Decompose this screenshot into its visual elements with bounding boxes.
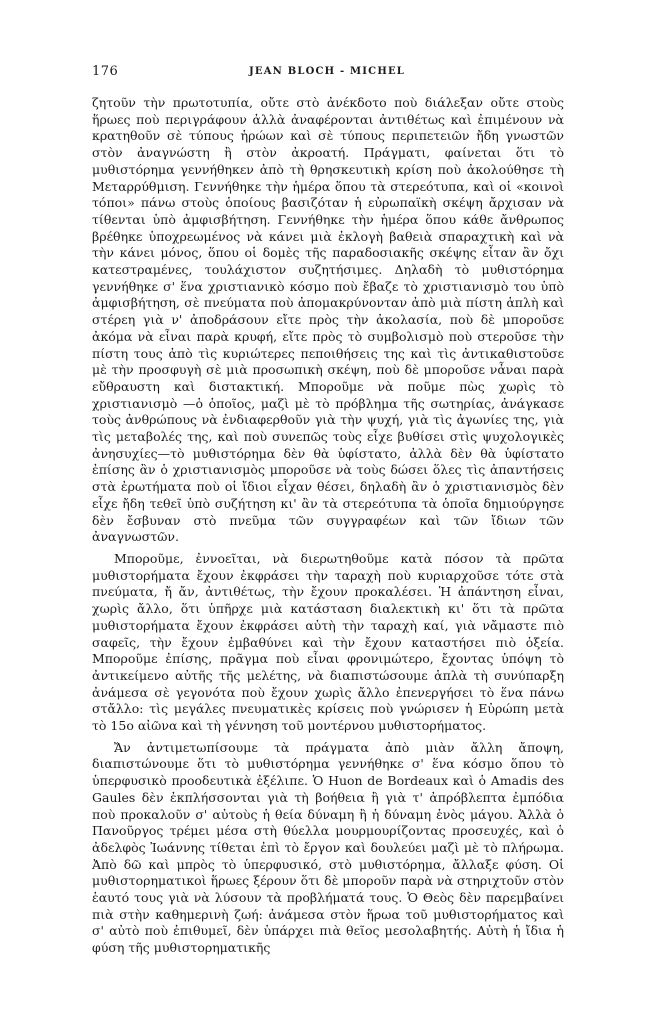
paragraph-2: Μποροῦμε, ἐννοεῖται, νὰ διερωτηθοῦμε κατὰ πόσον τὰ πρῶτα μυθιστορήματα ἔχουν ἐκφράσει τὴν ταραχὴ ποὺ κυριαρχοῦσε τότε στὰ πνεύματα, ἤ ἄν, ἀντιθέτως, τὴν ἔχουν προκαλέσει. Ἡ ἀπάντηση εἶναι, χωρὶς ἄλλο, ὅτι ὑπῆρχε μιὰ κατάσταση διαλεκτικὴ κι' ὅτι τὰ πρῶτα μυθιστορήματα ἔχουν ἐκφράσει αὐτὴ τὴν ταραχὴ καί, γιὰ νἄμαστε πιὸ σαφεῖς, τὴν ἔχουν ἐμβαθύνει καὶ τὴν ἔχουν καταστήσει πιὸ ὀξεία. Μποροῦμε ἐπίσης, πρᾶγμα ποὺ εἶναι φρονιμώτερο, ἔχοντας ὑπόψη τὸ ἀντικείμενο αὐτῆς τῆς μελέτης, νὰ διαπιστώσουμε ἁπλὰ τὴ συνύπαρξη ἀνάμεσα σὲ γεγονότα ποὺ ἔχουν χωρὶς ἄλλο ἐπενεργήσει τὸ ἕνα πάνω στἄλλο: τὶς μεγάλες πνευματικὲς κρίσεις ποὺ γνώρισεν ἡ Εὐρώπη μετὰ τὸ 15ο αἰῶνα καὶ τὴ γέννηση τοῦ μοντέρνου μυθιστορήματος. — [92, 550, 564, 734]
paragraph-3: Ἄν ἀντιμετωπίσουμε τὰ πράγματα ἀπὸ μιὰν ἄλλη ἄποψη, διαπιστώνουμε ὅτι τὸ μυθιστόρημα γεννήθηκε σ' ἕνα κόσμο ὅπου τὸ ὑπερφυσικὸ προοδευτικὰ ἐξέλιπε. Ὁ Huon de Bordeaux καὶ ὁ Amadis des Gaules δὲν ἐκπλήσσονται γιὰ τὴ βοήθεια ἢ γιὰ τ' ἀπρόβλεπτα ἐμπόδια ποὺ προκαλοῦν σ' αὐτοὺς ἡ θεία δύναμη ἢ ἡ δύναμη ἑνὸς μάγου. Ἀλλὰ ὁ Πανοῦργος τρέμει μέσα στὴ θύελλα μουρμουρίζοντας προσευχές, καὶ ὁ ἀδελφὸς Ἰωάννης τίθεται ἐπὶ τὸ ἔργον καὶ δουλεύει μαζὶ μὲ τὸ πλήρωμα. Ἀπὸ δῶ καὶ μπρὸς τὸ ὑπερφυσικό, στὸ μυθιστόρημα, ἄλλαξε φύση. Οἱ μυθιστορηματικοὶ ἥρωες ξέρουν ὅτι δὲ μποροῦν παρὰ νὰ στηριχτοῦν στὸν ἑαυτό τους γιὰ νὰ λύσουν τὰ προβλήματά τους. Ὁ Θεὸς δὲν παρεμβαίνει πιὰ στὴν καθημερινὴ ζωή: ἀνάμεσα στὸν ἥρωα τοῦ μυθιστορήματος καὶ σ' αὐτὸ ποὺ ἐπιθυμεῖ, δὲν ὑπάρχει πιὰ θεῖος μεσολαβητής. Αὐτὴ ἡ ἴδια ἡ φύση τῆς μυθιστορηματικῆς — [92, 739, 564, 956]
page-number: 176 — [92, 64, 119, 79]
running-title: JEAN BLOCH - MICHEL — [248, 66, 406, 77]
running-header — [92, 64, 562, 84]
body-text — [92, 95, 564, 957]
paragraph-1: ζητοῦν τὴν πρωτοτυπία, οὔτε στὸ ἀνέκδοτο ποὺ διάλεξαν οὔτε στοὺς ἥρωες ποὺ περιγράφουν ἀλλὰ ἀναφέρονται ἀντιθέτως καὶ ἐπιμένουν νὰ κρατηθοῦν σὲ τύπους ἡρώων καὶ σὲ τύπους περιπετειῶν ἤδη γνωστῶν στὸν ἀναγνώστη ἢ στὸν ἀκροατή. Πράγματι, φαίνεται ὅτι τὸ μυθιστόρημα γεννήθηκεν ἀπὸ τὴ θρησκευτικὴ κρίση ποὺ ἀκολούθησε τὴ Μεταρρύθμιση. Γεννήθηκε τὴν ἡμέρα ὅπου τὰ στερεότυπα, καὶ οἱ «κοινοὶ τόποι» πάνω στοὺς ὁποίους βασιζόταν ἡ εὐρωπαϊκὴ σκέψη ἄρχισαν νὰ τίθενται ὑπὸ ἀμφισβήτηση. Γεννήθηκε τὴν ἡμέρα ὅπου κάθε ἄνθρωπος βρέθηκε ὑποχρεωμένος νὰ κάνει μιὰ ἐκλογὴ βαθειὰ σπαραχτικὴ καὶ νὰ τὴν κάνει μόνος, ὅπου οἱ δομὲς τῆς παραδοσιακῆς σκέψης εἶταν ἂν ὄχι κατεστραμένες, τουλάχιστον συζητήσιμες. Δηλαδὴ τὸ μυθιστόρημα γεννήθηκε σ' ἕνα χριστιανικὸ κόσμο ποὺ ἔβαζε τὸ χριστιανισμὸ του ὑπὸ ἀμφισβήτηση, σὲ πνεύματα ποὺ ἀπομακρύνονταν ἀπὸ μιὰ πίστη ἁπλὴ καὶ στέρεη γιὰ ν' ἀποδράσουν εἴτε πρὸς τὴν ἀκολασία, ποὺ δὲ μποροῦσε ἀκόμα νὰ εἶναι παρὰ κρυφή, εἴτε πρὸς τὸ συμβολισμὸ ποὺ στεροῦσε τὴν πίστη τους ἀπὸ τὶς κυριώτερες πεποιθήσεις της καὶ τὶς ἀντικαθιστοῦσε μὲ τὴν προσφυγὴ σὲ μιὰ προσωπικὴ σκέψη, ποὺ δὲ μποροῦσε νἆναι παρὰ εὔθραυστη καὶ διστακτική. Μποροῦμε νὰ ποῦμε πὼς χωρὶς τὸ χριστιανισμὸ —ὁ ὁποῖος, μαζὶ μὲ τὸ πρόβλημα τῆς σωτηρίας, ἀνάγκασε τοὺς ἀνθρώπους νὰ ἐνδιαφερθοῦν γιὰ τὴν ψυχή, γιὰ τὶς ἀγωνίες της, γιὰ τὶς μεταβολές της, καὶ ποὺ συνεπῶς τοὺς εἶχε βυθίσει στὶς ψυχολογικὲς ἀνησυχίες—τὸ μυθιστόρημα δὲν θὰ ὑφίστατο, ἀλλὰ δὲν θὰ ὑφίστατο ἐπίσης ἂν ὁ χριστιανισμὸς μποροῦσε νὰ τοὺς δώσει ὅλες τὶς ἀπαντήσεις στὰ ἐρωτήματα ποὺ οἱ ἴδιοι εἶχαν θέσει, δηλαδὴ ἂν ὁ χριστιανισμὸς δὲν εἶχε ἤδη τεθεῖ ὑπὸ συζήτηση κι' ἂν τὰ στερεότυπα τὰ ὁποῖα δημιούργησε δὲν ἔσβυναν στὸ πνεῦμα τῶν συγγραφέων καὶ τῶν ἴδιων τῶν ἀναγνωστῶν. — [92, 95, 564, 545]
